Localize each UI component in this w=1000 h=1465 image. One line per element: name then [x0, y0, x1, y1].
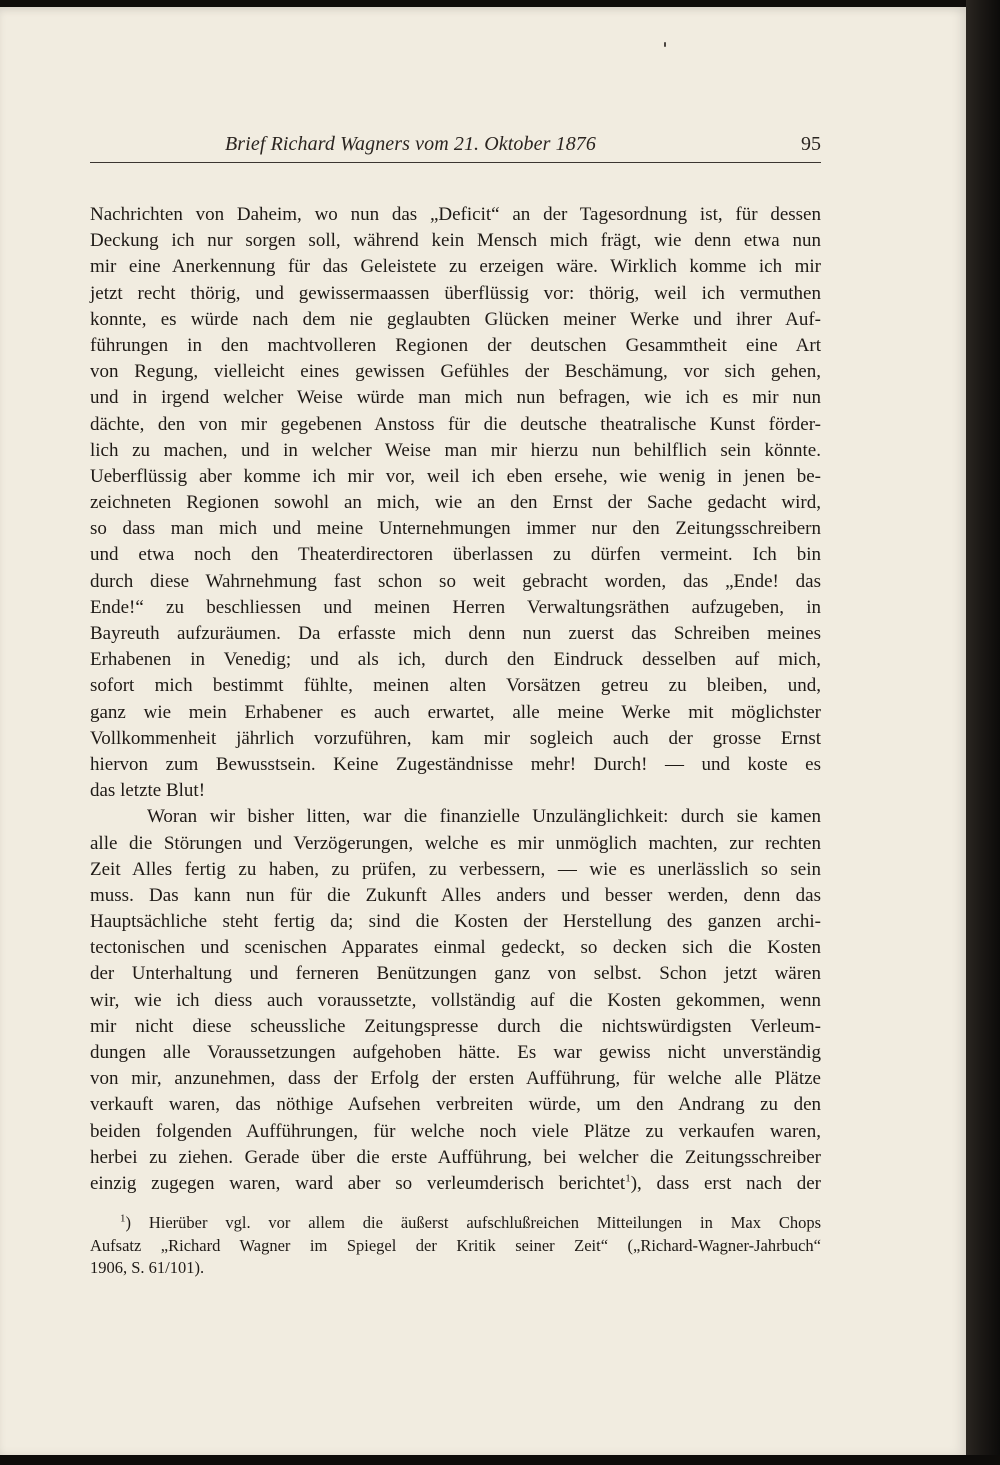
text-line: tectonischen und scenischen Apparates einmal gedeckt, so decken sich die Kosten	[90, 937, 821, 959]
text-line: wir, wie ich diess auch voraussetzte, vollständig auf die Kosten gekommen, wenn	[90, 989, 821, 1011]
footnote-line: Aufsatz „Richard Wagner im Spiegel der Kritik seiner Zeit“ („Richard-Wagner-Jahrbuch“	[90, 1235, 821, 1255]
text-line: und etwa noch den Theaterdirectoren überlassen zu dürfen vermeint. Ich bin	[90, 544, 821, 566]
footnote-line	[90, 1212, 821, 1235]
scan-border-right	[966, 0, 1000, 1465]
text-line: jetzt recht thörig, und gewissermaassen überflüssig vor: thörig, weil ich vermuthen	[90, 282, 821, 304]
text-line: sofort mich bestimmt fühlte, meinen alten Vorsätzen getreu zu bleiben, und,	[90, 675, 821, 697]
text-line: Deckung ich nur sorgen soll, während kein Mensch mich frägt, wie denn etwa nun	[90, 230, 821, 252]
footnote-line: 1906, S. 61/101).	[90, 1258, 205, 1277]
footnote-reference[interactable]: 1	[625, 1172, 631, 1185]
text-line: so dass man mich und meine Unternehmungen immer nur den Zeitungsschreibern	[90, 518, 821, 540]
text-line: lich zu machen, und in welcher Weise man mir hierzu nun behilflich sein könnte.	[90, 439, 821, 461]
text-line: mir nicht diese scheussliche Zeitungspresse durch die nichtswürdigsten Verleum-	[90, 1015, 821, 1037]
text-line: mir eine Anerkennung für das Geleistete zu erzeigen wäre. Wirklich komme ich mir	[90, 256, 821, 278]
body-text	[90, 202, 821, 1197]
footnote-text: ) Hierüber vgl. vor allem die äußerst aufschlußreichen Mitteilungen in Max Chops	[125, 1213, 821, 1232]
text-line: von Regung, vielleicht eines gewissen Gefühles der Beschämung, vor sich gehen,	[90, 361, 821, 383]
text-line: beiden folgenden Aufführungen, für welche noch viele Plätze zu verkaufen waren,	[90, 1120, 821, 1142]
text-line-with-footnote-ref	[90, 1171, 821, 1197]
text-line: Erhabenen in Venedig; und als ich, durch den Eindruck desselben auf mich,	[90, 649, 821, 671]
text-line: konnte, es würde nach dem nie geglaubten Glücken meiner Werke und ihrer Auf-	[90, 308, 821, 330]
paper-speck	[664, 42, 666, 47]
text-line: dungen alle Voraussetzungen aufgehoben hätte. Es war gewiss nicht unverständig	[90, 1042, 821, 1063]
scan-border-bottom	[0, 1455, 1000, 1465]
line-text-after-ref: ), dass erst nach der	[630, 1172, 821, 1194]
text-line: und in irgend welcher Weise würde man mich nun befragen, wie ich es mir nun	[90, 387, 821, 409]
text-line: herbei zu ziehen. Gerade über die erste Aufführung, bei welcher die Zeitungsschreiber	[90, 1146, 821, 1168]
text-line: Ueberflüssig aber komme ich mir vor, weil ich eben ersehe, wie wenig in jenen be-	[90, 465, 821, 487]
header-rule	[90, 162, 821, 163]
line-text-before-ref: einzig zugegen waren, ward aber so verleumderisch berichtet	[90, 1172, 626, 1194]
text-line: Vollkommenheit jährlich vorzuführen, kam mir sogleich auch der grosse Ernst	[90, 727, 821, 749]
text-line: dächte, den von mir gegebenen Anstoss für die deutsche theatralische Kunst förder-	[90, 413, 821, 435]
text-line: Hauptsächliche steht fertig da; sind die Kosten der Herstellung des ganzen archi-	[90, 911, 821, 933]
text-line: das letzte Blut!	[90, 780, 206, 802]
text-line: führungen in den machtvolleren Regionen der deutschen Gesammtheit eine Art	[90, 334, 821, 356]
footnote	[90, 1212, 821, 1280]
text-line: hiervon zum Bewusstsein. Keine Zugeständnisse mehr! Durch! — und koste es	[90, 753, 821, 775]
text-line: verkauft waren, das nöthige Aufsehen verbreiten würde, um den Andrang zu den	[90, 1094, 821, 1116]
text-line: muss. Das kann nun für die Zukunft Alles anders und besser werden, denn das	[90, 884, 821, 906]
text-line: der Unterhaltung und ferneren Benützungen ganz von selbst. Schon jetzt wären	[90, 963, 821, 985]
text-line: durch diese Wahrnehmung fast schon so weit gebracht worden, das „Ende! das	[90, 570, 821, 592]
text-line: Zeit Alles fertig zu haben, zu prüfen, zu verbessern, — wie es unerlässlich so sein	[90, 858, 821, 880]
text-line: alle die Störungen und Verzögerungen, welche es mir unmöglich machten, zur rechten	[90, 832, 821, 854]
text-line: Ende!“ zu beschliessen und meinen Herren Verwaltungsräthen aufzugeben, in	[90, 596, 821, 618]
text-line: zeichneten Regionen sowohl an mich, wie an den Ernst der Sache gedacht wird,	[90, 492, 821, 514]
text-line: von mir, anzunehmen, dass der Erfolg der ersten Aufführung, für welche alle Plätze	[90, 1068, 821, 1090]
running-title: Brief Richard Wagners vom 21. Oktober 1876	[224, 133, 596, 155]
text-line: ganz wie mein Erhabener es auch erwartet, alle meine Werke mit möglichster	[90, 701, 821, 723]
text-line: Nachrichten von Daheim, wo nun das „Deficit“ an der Tagesordnung ist, für dessen	[90, 204, 821, 225]
page-header	[90, 133, 821, 163]
page-number: 95	[801, 133, 821, 155]
paragraph-first-line: Woran wir bisher litten, war die finanzielle Unzulänglichkeit: durch sie kamen	[147, 806, 821, 828]
footnote-marker: 1	[120, 1212, 126, 1225]
text-line: Bayreuth aufzuräumen. Da erfasste mich denn nun zuerst das Schreiben meines	[90, 623, 821, 644]
